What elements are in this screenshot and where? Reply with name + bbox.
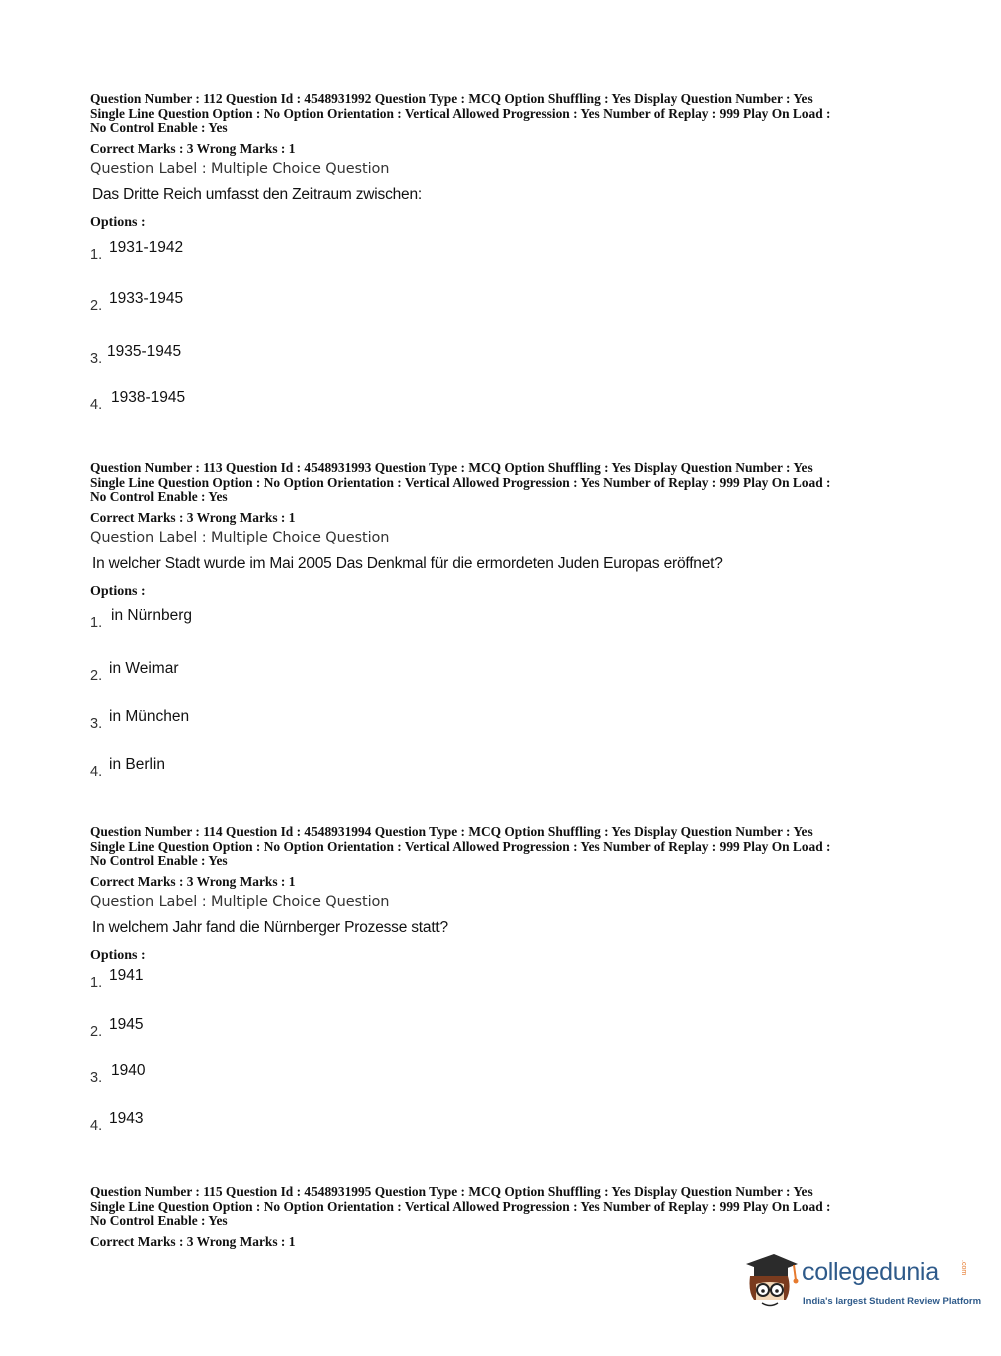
option-number: 2. [90, 1023, 103, 1040]
question-meta-line: Question Number : 115 Question Id : 4548931995 Question Type : MCQ Option Shuffling : Yes Display Question Number : Yes [90, 1184, 813, 1199]
question-block-115 [90, 1185, 920, 1249]
question-meta-line: Question Number : 112 Question Id : 4548931992 Question Type : MCQ Option Shuffling : Yes Display Question Number : Yes [90, 91, 813, 106]
question-marks: Correct Marks : 3 Wrong Marks : 1 [90, 509, 296, 525]
option-text: 1938-1945 [111, 388, 186, 406]
option-number: 1. [90, 974, 103, 991]
question-block-112 [90, 91, 920, 413]
option-number: 2. [90, 297, 103, 314]
question-meta-line: Single Line Question Option : No Option Orientation : Vertical Allowed Progression : Yes Number of Replay : 999 Play On Load : [90, 838, 831, 854]
option-number: 4. [90, 763, 103, 780]
question-meta [90, 92, 920, 136]
question-marks: Correct Marks : 3 Wrong Marks : 1 [90, 140, 296, 156]
option-text: in München [109, 707, 190, 725]
option-text: in Berlin [109, 755, 165, 773]
option-text: 1941 [109, 966, 144, 984]
question-marks: Correct Marks : 3 Wrong Marks : 1 [90, 1233, 296, 1249]
option-number: 3. [90, 715, 103, 732]
option-number: 1. [90, 614, 103, 631]
options-title: Options : [90, 947, 146, 963]
option-text: 1933-1945 [109, 289, 184, 307]
brand-name: collegedunia [802, 1258, 939, 1286]
mascot-icon [740, 1250, 800, 1316]
question-label: Question Label : Multiple Choice Question [90, 893, 390, 910]
question-meta-line: Single Line Question Option : No Option Orientation : Vertical Allowed Progression : Yes Number of Replay : 999 Play On Load : [90, 1198, 831, 1214]
options-title: Options : [90, 583, 146, 599]
brand-logo[interactable] [740, 1250, 980, 1316]
question-block-113 [90, 460, 920, 780]
brand-tagline: India's largest Student Review Platform [803, 1296, 982, 1307]
option-text: 1945 [109, 1015, 144, 1033]
question-label: Question Label : Multiple Choice Question [90, 160, 390, 177]
option-text: in Nürnberg [111, 606, 192, 624]
question-meta-line: No Control Enable : Yes [90, 489, 228, 505]
option-text: 1935-1945 [107, 342, 182, 360]
question-text: In welcher Stadt wurde im Mai 2005 Das Denkmal für die ermordeten Juden Europas eröffnet? [92, 554, 723, 572]
question-meta [90, 461, 920, 505]
option-number: 3. [90, 1069, 103, 1086]
question-meta [90, 825, 920, 869]
option-number: 3. [90, 350, 103, 367]
question-marks: Correct Marks : 3 Wrong Marks : 1 [90, 873, 296, 889]
question-meta-line: No Control Enable : Yes [90, 1213, 228, 1229]
question-meta-line: Question Number : 114 Question Id : 4548931994 Question Type : MCQ Option Shuffling : Yes Display Question Number : Yes [90, 824, 813, 839]
option-number: 4. [90, 396, 103, 413]
options-title: Options : [90, 214, 146, 230]
question-text: Das Dritte Reich umfasst den Zeitraum zwischen: [92, 185, 422, 203]
option-text: in Weimar [109, 659, 179, 677]
option-number: 4. [90, 1117, 103, 1134]
question-meta-line: Single Line Question Option : No Option Orientation : Vertical Allowed Progression : Yes Number of Replay : 999 Play On Load : [90, 105, 831, 121]
option-number: 2. [90, 667, 103, 684]
brand-domain-suffix: .com [960, 1260, 967, 1276]
question-label: Question Label : Multiple Choice Question [90, 529, 390, 546]
question-meta [90, 1185, 920, 1229]
option-number: 1. [90, 246, 103, 263]
question-meta-line: No Control Enable : Yes [90, 853, 228, 869]
option-text: 1943 [109, 1109, 144, 1127]
question-meta-line: No Control Enable : Yes [90, 120, 228, 136]
question-meta-line: Single Line Question Option : No Option Orientation : Vertical Allowed Progression : Yes Number of Replay : 999 Play On Load : [90, 474, 831, 490]
option-text: 1940 [111, 1061, 146, 1079]
question-text: In welchem Jahr fand die Nürnberger Prozesse statt? [92, 918, 448, 936]
option-text: 1931-1942 [109, 238, 184, 256]
question-block-114 [90, 824, 920, 1134]
question-meta-line: Question Number : 113 Question Id : 4548931993 Question Type : MCQ Option Shuffling : Yes Display Question Number : Yes [90, 460, 813, 475]
